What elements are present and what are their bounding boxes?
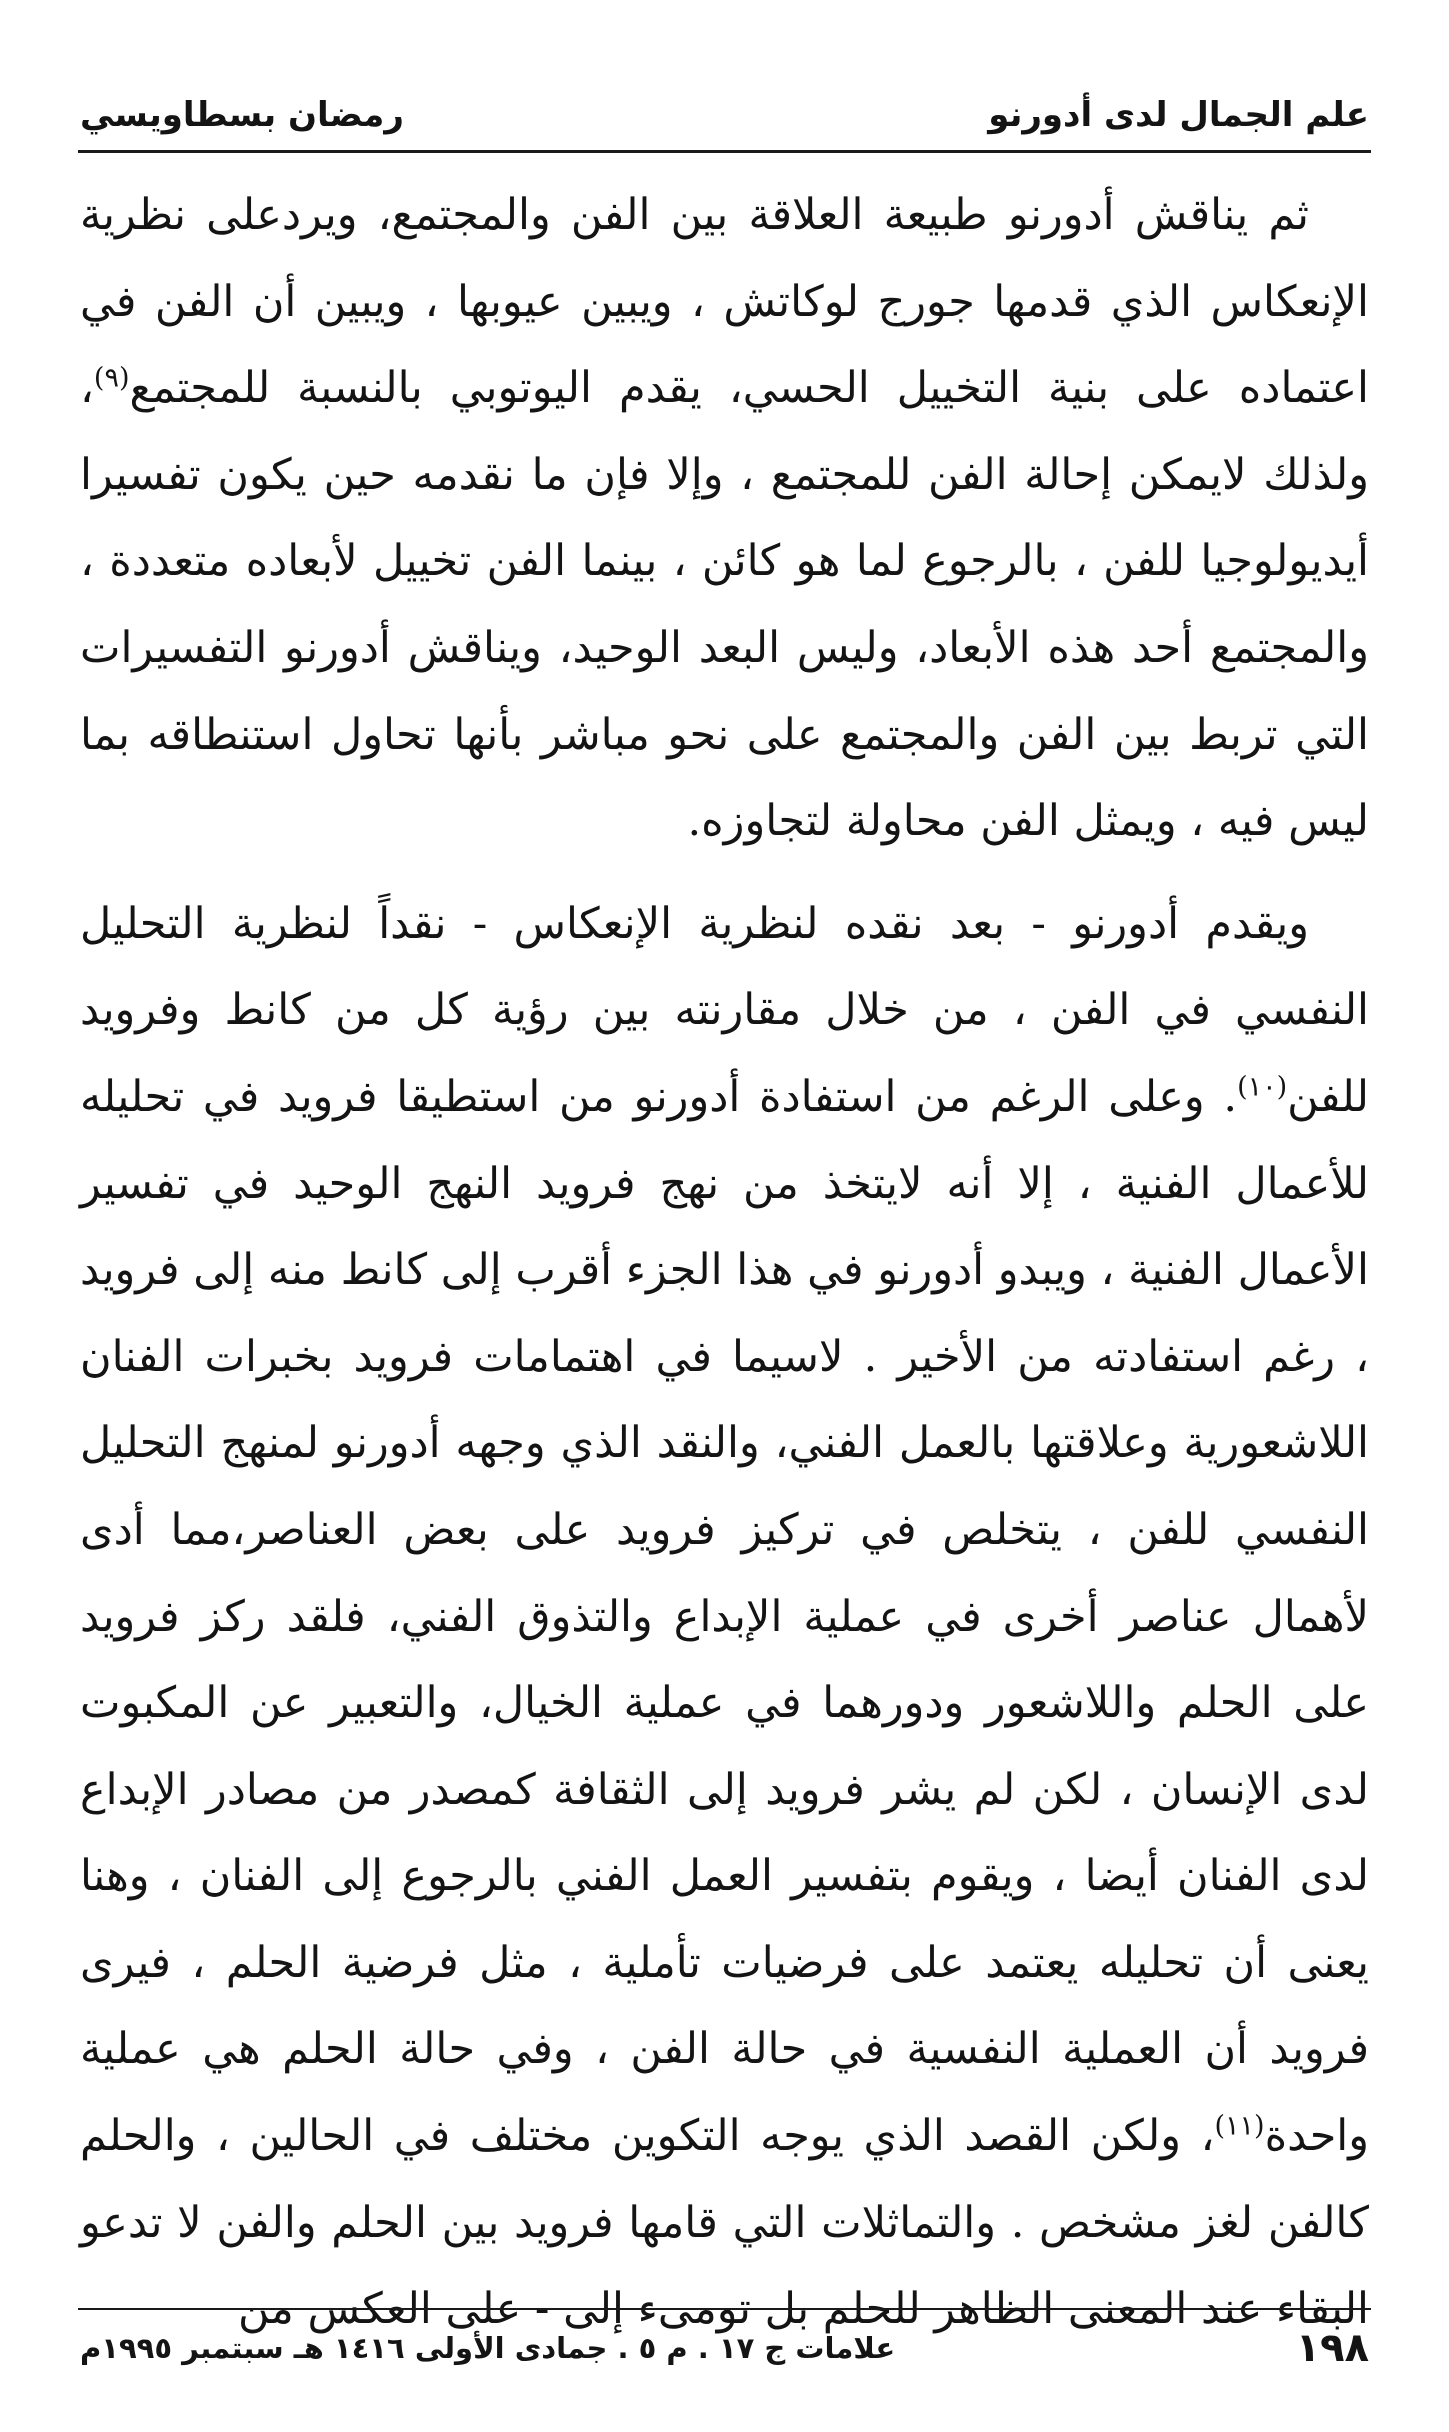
author-name: رمضان بسطاويسي	[80, 95, 404, 135]
footer-divider	[78, 2308, 1371, 2310]
paragraph-2-text-a: ويقدم أدورنو - بعد نقده لنظرية الإنعكاس - نقداً لنظرية التحليل النفسي في الفن ، من خلال مقارنته بين رؤية كل من كانط وفرويد للفن	[80, 898, 1369, 1122]
paragraph-2-text-b: . وعلى الرغم من استفادة أدورنو من استطيقا فرويد في تحليله للأعمال الفنية ، إلا أنه لايتخذ من نهج فرويد النهج الوحيد في تفسير الأعمال الفنية ، ويبدو أدورنو في هذا الجزء أقرب إلى كانط منه إلى فرويد ، رغم استفادته من الأخير . لاسيما في اهتمامات فرويد بخبرات الفنان اللاشعورية وعلاقتها بالعمل الفني، والنقد الذي وجهه أدورنو لمنهج التحليل النفسي للفن ، يتخلص في تركيز فرويد على بعض العناصر،مما أدى لأهمال عناصر أخرى في عملية الإبداع والتذوق الفني، فلقد ركز فرويد على الحلم واللاشعور ودورهما في عملية الخيال، والتعبير عن المكبوت لدى الإنسان ، لكن لم يشر فرويد إلى الثقافة كمصدر من مصادر الإبداع لدى الفنان أيضا ، ويقوم بتفسير العمل الفني بالرجوع إلى الفنان ، وهنا يعنى أن تحليله يعتمد على فرضيات تأملية ، مثل فرضية الحلم ، فيرى فرويد أن العملية النفسية في حالة الفن ، وفي حالة الحلم هي عملية واحدة	[80, 1071, 1369, 2162]
page-number: ١٩٨	[1295, 2325, 1369, 2371]
paragraph-2	[80, 881, 1369, 2353]
footnote-marker-10: (١٠)	[1237, 1071, 1288, 1103]
body-text	[80, 172, 1369, 2353]
paragraph-1	[80, 172, 1369, 865]
header-divider	[78, 150, 1371, 153]
footnote-marker-11: (١١)	[1214, 2110, 1265, 2142]
book-title: علم الجمال لدى أدورنو	[988, 95, 1369, 135]
paragraph-1-text-a: ثم يناقش أدورنو طبيعة العلاقة بين الفن والمجتمع، ويردعلى نظرية الإنعكاس الذي قدمها جورج لوكاتش ، ويبين عيوبها ، ويبين أن الفن في اعتماده على بنية التخييل الحسي، يقدم اليوتوبي بالنسبة للمجتمع	[80, 190, 1369, 414]
journal-issue-info: علامات ج ١٧ . م ٥ . جمادى الأولى ١٤١٦ هـ سبتمبر ١٩٩٥م	[80, 2331, 896, 2365]
footnote-marker-9: (٩)	[93, 362, 130, 394]
paragraph-2-text-c: ، ولكن القصد الذي يوجه التكوين مختلف في الحالين ، والحلم كالفن لغز مشخص . والتماثلات التي قامها فرويد بين الحلم والفن لا تدعو البقاء عند المعنى الظاهر للحلم بل تومىء إلى - على العكس من	[80, 2111, 1369, 2335]
paragraph-1-text-b: ، ولذلك لايمكن إحالة الفن للمجتمع ، وإلا فإن ما نقدمه حين يكون تفسيرا أيديولوجيا للفن ، بالرجوع لما هو كائن ، بينما الفن تخييل لأبعاده متعددة ، والمجتمع أحد هذه الأبعاد، وليس البعد الوحيد، ويناقش أدورنو التفسيرات التي تربط بين الفن والمجتمع على نحو مباشر بأنها تحاول استنطاقه بما ليس فيه ، ويمثل الفن محاولة لتجاوزه.	[80, 363, 1369, 847]
running-footer	[80, 2318, 1369, 2378]
running-header	[80, 84, 1369, 146]
